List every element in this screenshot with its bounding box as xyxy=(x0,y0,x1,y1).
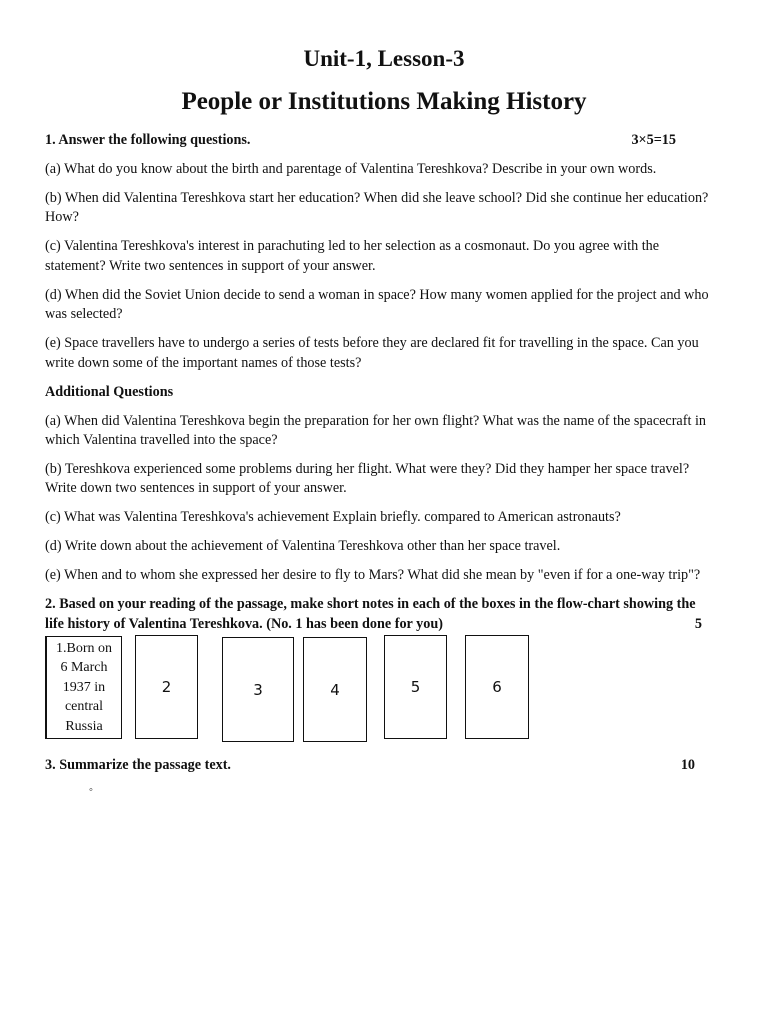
additional-question-a: (a) When did Valentina Tereshkova begin the preparation for her own flight? What was the name of the spacecraft in which Valentina travelled into the space? xyxy=(45,412,706,449)
section-3-heading xyxy=(45,757,720,774)
flowchart-box-6[interactable]: 6 xyxy=(465,635,529,739)
flowchart-box-2[interactable]: 2 xyxy=(135,635,198,739)
additional-question-b: (b) Tereshkova experienced some problems during her flight. What were they? Did they hamper her space travel? Write down two sentences in support of your answer. xyxy=(45,461,690,497)
section-3-heading-text: 3. Summarize the passage text. xyxy=(45,757,231,773)
additional-questions-heading: Additional Questions xyxy=(45,383,174,400)
section-1-marks: 3×5=15 xyxy=(631,132,676,148)
section-2-heading xyxy=(45,595,720,634)
flowchart-box-3[interactable]: 3 xyxy=(222,637,294,742)
question-1c: (c) Valentina Tereshkova's interest in parachuting led to her selection as a cosmonaut. Do you agree with the statement? Write two sentences in support of your answer. xyxy=(45,238,660,274)
question-1b: (b) When did Valentina Tereshkova start her education? When did she leave school? Did she continue her education? How? xyxy=(45,190,709,226)
additional-question-c: (c) What was Valentina Tereshkova's achievement Explain briefly. compared to American astronauts? xyxy=(45,509,621,526)
question-1d: (d) When did the Soviet Union decide to send a woman in space? How many women applied for the project and who was selected? xyxy=(45,286,709,323)
flowchart-box-4[interactable]: 4 xyxy=(303,637,367,742)
question-1a: (a) What do you know about the birth and parentage of Valentina Tereshkova? Describe in your own words. xyxy=(45,161,657,177)
unit-title: Unit-1, Lesson-3 xyxy=(303,46,465,71)
additional-question-e: (e) When and to whom she expressed her desire to fly to Mars? What did she mean by "even if for a one-way trip"? xyxy=(45,567,701,584)
section-3-marks: 10 xyxy=(680,757,695,773)
worksheet-body xyxy=(45,131,720,644)
flowchart-box-5[interactable]: 5 xyxy=(384,635,447,739)
question-1e: (e) Space travellers have to undergo a series of tests before they are declared fit for travelling in the space. Can you write down some of the important names of those tests? xyxy=(45,335,699,371)
additional-question-d: (d) Write down about the achievement of Valentina Tereshkova other than her space travel. xyxy=(45,538,561,555)
section-1-heading-text: 1. Answer the following questions. xyxy=(45,132,251,148)
flowchart-box-1: 1.Born on 6 March 1937 in central Russia xyxy=(45,636,122,739)
section-2-marks: 5 xyxy=(694,615,702,632)
lesson-title: People or Institutions Making History xyxy=(181,88,587,115)
section-1-heading xyxy=(45,131,720,150)
bullet-mark: ◦ xyxy=(89,784,93,796)
section-2-heading-text: 2. Based on your reading of the passage, make short notes in each of the boxes in the flow-chart showing the life history of Valentina Tereshkova. (No. 1 has been done for you) xyxy=(45,596,696,632)
